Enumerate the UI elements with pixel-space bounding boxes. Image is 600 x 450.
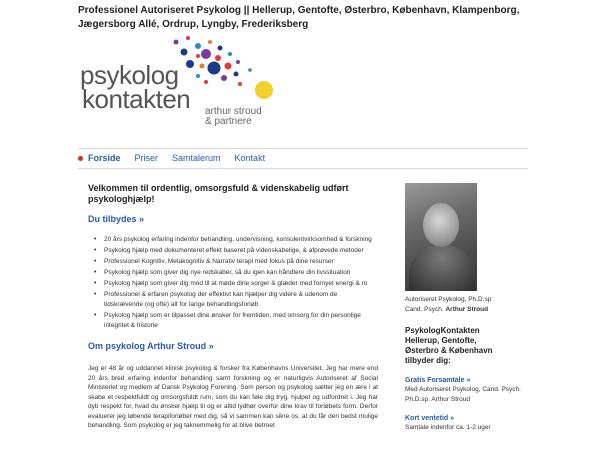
logo-subtitle-partners: & partnere [205, 116, 252, 127]
sidebar-heading [405, 326, 525, 366]
list-item: • Professionel & erfaren psykolog der effektivt kan hjælper dig videre & udenom de tidskrævende (og ofte) alt for lange behandlingsforløb [88, 290, 378, 310]
nav-item-label: Forside [88, 153, 121, 163]
caption-name-line [405, 305, 525, 315]
logo-subtitle-name: arthur stroud [205, 106, 262, 117]
nav-item-kontakt[interactable]: Kontakt [234, 153, 266, 163]
site-title: Professionel Autoriseret Psykolog || Hellerup, Gentofte, Østerbro, København, Klampenborg, Jægersborg Allé, Ordrup, Lyngby, Frederiksberg [78, 5, 520, 30]
short-wait-text: Samtale indenfor ca. 1-2 uger [405, 424, 491, 431]
portrait-photo [405, 183, 477, 291]
caption-degree: Cand. Psych. [405, 305, 446, 313]
page [78, 0, 528, 450]
portrait-caption [405, 295, 525, 314]
list-item: • 20 års psykolog erfaring indenfor behandling, undervisning, konsulentvirksomhed & forskning [88, 235, 378, 245]
offers-link[interactable]: Du tilbydes » [88, 214, 145, 224]
logo-word-kontakten: kontakten [82, 84, 191, 114]
caption-title: Autoriseret Psykolog, Ph.D.sp [405, 296, 492, 303]
main-nav [78, 150, 279, 166]
short-wait-link[interactable]: Kort ventetid » [405, 415, 455, 422]
free-talk-text: Med Autoriseret Psykolog, Cand. Psych. Ph.D.sp. Arthur Stroud [405, 386, 521, 403]
about-text: Jeg er 48 år og uddannet klinisk psykolog & forsker fra Københavns Universitet. Jeg har mere end 20 års bred erfaring indenfor behandling samt forskning og er naturligvis Autoriseret af Social Ministeriet og medlem af Dansk Psykolog Forening. Som person og psykolog sætter jeg en ære i at skabe et respektfuldt og omsorgsfuldt rum, som du kan føle dig tryg, hjulpet og udfordret i. Jeg har dyb respekt for, hvad du ønsker hjælp til og er altid lydhør overfor dine krav til forløbets form. Derfor evaluerer jeg løbende terapiforløbet med dig, så vi sammen kan sikre os, at du får den bedst mulige behandling. Som psykolog er jeg taknemmelig for at blive betroet [88, 365, 378, 429]
sidebar-heading-line: Hellerup, Gentofte, [405, 336, 477, 345]
active-bullet-icon [78, 156, 83, 161]
list-item: • Professionel Kognitiv, Metakognitiv & Narrativ terapi med fokus på dine resurser [88, 257, 378, 267]
main-content [88, 183, 378, 431]
list-item: • Psykolog hjælp med dokumenteret effekt baseret på videnskabelige, & afprøvede metoder [88, 246, 378, 256]
portrait-body-shape [409, 245, 475, 291]
sidebar-heading-line: PsykologKontakten [405, 326, 480, 335]
free-talk-link[interactable]: Gratis Forsamtale » [405, 377, 471, 384]
sidebar-heading-line: Østerbro & København [405, 346, 493, 355]
sidebar-heading-line: tilbyder dig: [405, 356, 451, 365]
nav-item-forside[interactable] [78, 153, 121, 163]
portrait-head-shape [423, 203, 459, 247]
list-item: • Psykolog hjælp som giver dig mod til at møde dine sorger & glæder med fornyet energi & ro [88, 279, 378, 289]
nav-item-samtalerum[interactable]: Samtalerum [172, 153, 221, 163]
about-link[interactable]: Om psykolog Arthur Stroud » [88, 341, 214, 351]
caption-name: Arthur Stroud [445, 305, 489, 313]
logo[interactable] [80, 34, 340, 134]
nav-divider-top [78, 148, 528, 149]
sidebar [405, 183, 525, 433]
nav-divider-bottom [78, 168, 528, 169]
list-item: • Psykolog hjælp som er tilpasset dine ønsker for fremtiden, med omsorg for din personlige integritet & historie [88, 311, 378, 331]
intro-heading: Velkommen til ordentlig, omsorgsfuld & videnskabelig udført psykologhjælp! [88, 183, 349, 204]
nav-item-priser[interactable]: Priser [134, 153, 159, 163]
offer-list [88, 235, 378, 331]
list-item: • Psykolog hjælp som giver dig nye redskaber, så du igen kan håndtere din livssituation [88, 268, 378, 278]
logo-word-psykolog: psykolog [80, 60, 179, 90]
